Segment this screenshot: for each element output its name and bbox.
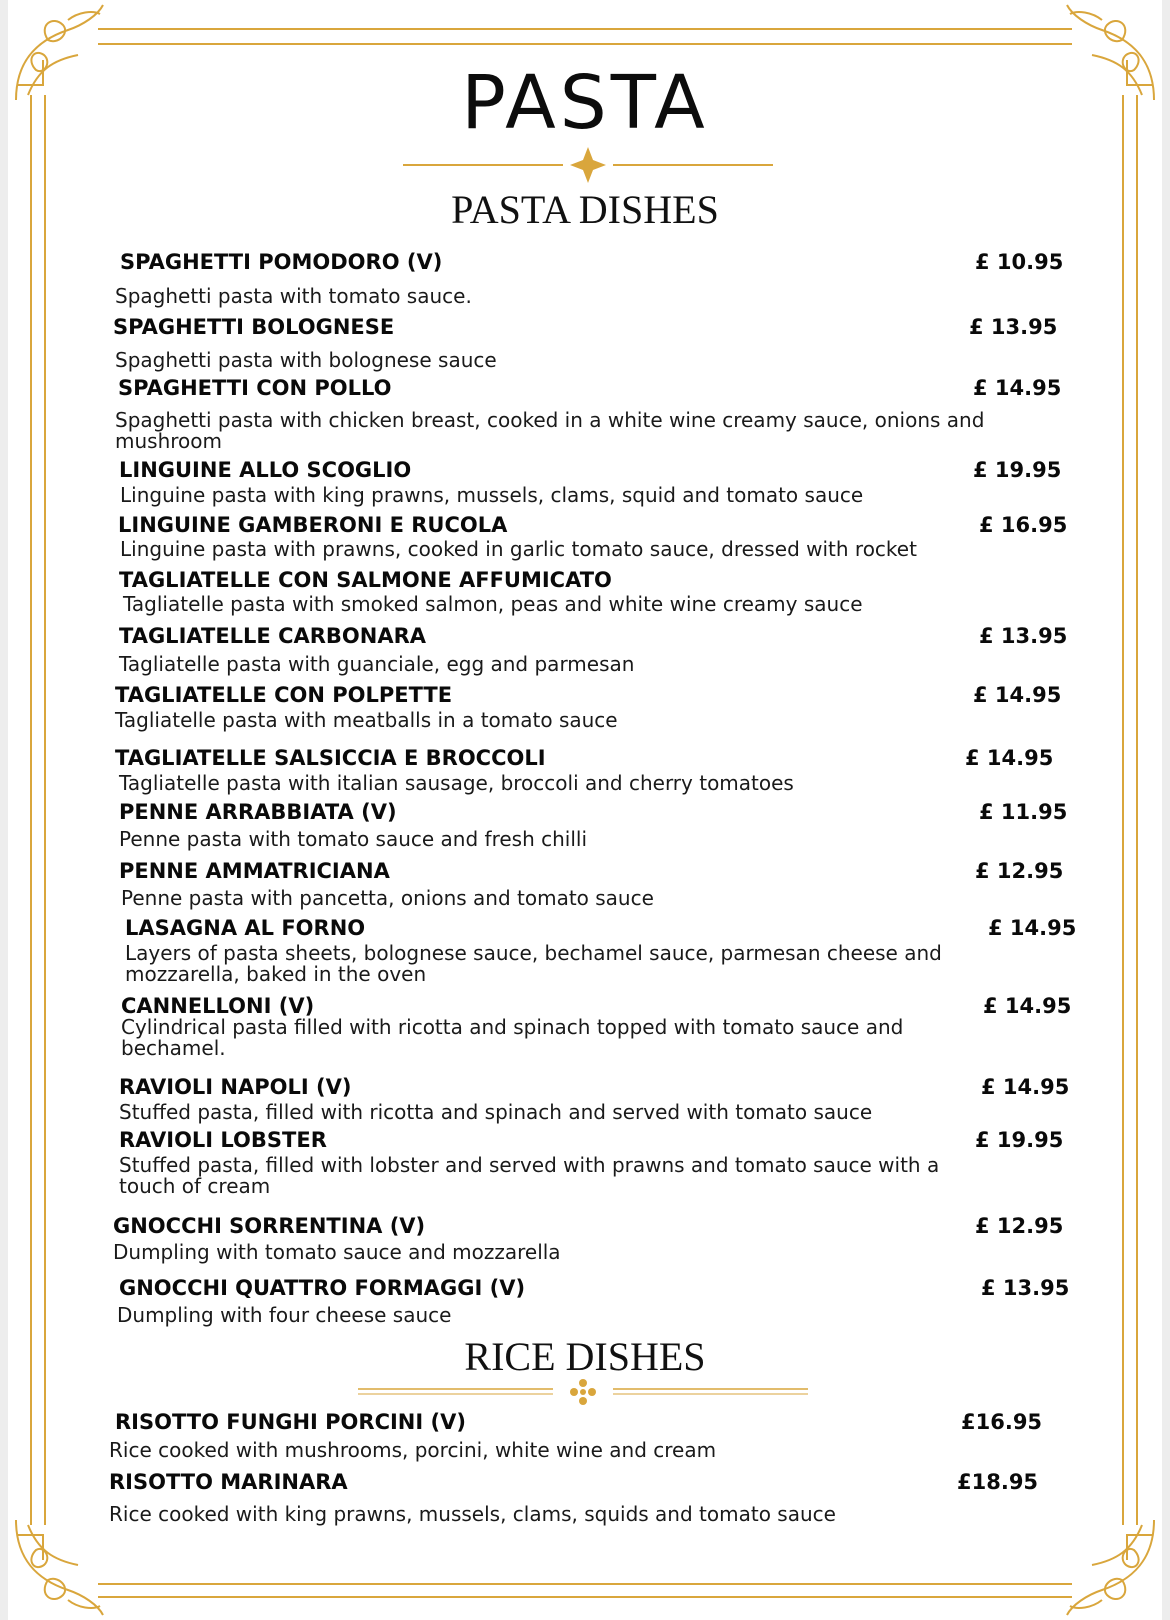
menu-page: [8, 0, 1162, 1620]
menu-item-name: TAGLIATELLE CARBONARA: [119, 624, 427, 648]
menu-item-price: £ 12.95: [975, 859, 1064, 883]
frame-right-line-outer: [1136, 95, 1138, 1525]
frame-left-line-outer: [30, 95, 32, 1525]
fleur-divider-icon: [358, 1377, 808, 1407]
menu-item-name: RISOTTO MARINARA: [109, 1470, 348, 1494]
menu-item-description: Tagliatelle pasta with meatballs in a tomato sauce: [115, 708, 618, 732]
frame-top-line-inner: [98, 43, 1072, 45]
menu-item-name: PENNE AMMATRICIANA: [119, 859, 390, 883]
menu-item-price: £ 14.95: [973, 376, 1062, 400]
frame-bottom-line-inner: [98, 1596, 1072, 1598]
menu-item-price: £ 19.95: [973, 458, 1062, 482]
menu-item-description: Tagliatelle pasta with italian sausage, broccoli and cherry tomatoes: [119, 771, 794, 795]
page-title: PASTA: [461, 60, 709, 146]
menu-item-price: £ 14.95: [981, 1075, 1070, 1099]
menu-item-description: Penne pasta with pancetta, onions and tomato sauce: [121, 886, 654, 910]
menu-item-name: RISOTTO FUNGHI PORCINI (V): [115, 1410, 466, 1434]
menu-item-description: Rice cooked with mushrooms, porcini, white wine and cream: [109, 1438, 717, 1462]
frame-bottom-line-outer: [98, 1583, 1072, 1585]
menu-item-price: £ 16.95: [979, 513, 1068, 537]
rice-section-heading: RICE DISHES: [464, 1334, 706, 1379]
menu-item-name: GNOCCHI SORRENTINA (V): [113, 1214, 426, 1238]
menu-item-price: £18.95: [957, 1470, 1039, 1494]
menu-item-name: GNOCCHI QUATTRO FORMAGGI (V): [119, 1276, 526, 1300]
menu-item-price: £ 13.95: [981, 1276, 1070, 1300]
menu-item-description: Spaghetti pasta with bolognese sauce: [115, 348, 497, 372]
menu-item-description: Dumpling with tomato sauce and mozzarella: [113, 1240, 561, 1264]
menu-item-description: Penne pasta with tomato sauce and fresh chilli: [119, 827, 588, 851]
menu-item-name: TAGLIATELLE CON SALMONE AFFUMICATO: [119, 568, 612, 592]
menu-item-price: £ 10.95: [975, 250, 1064, 274]
menu-item-price: £ 13.95: [979, 624, 1068, 648]
menu-item-price: £ 19.95: [975, 1128, 1064, 1152]
menu-item-description: Stuffed pasta, filled with lobster and served with prawns and tomato sauce with a touch of cream: [119, 1153, 940, 1198]
menu-item-description: Stuffed pasta, filled with ricotta and spinach and served with tomato sauce: [119, 1100, 873, 1124]
corner-ornament-bottom-left-icon: [8, 1510, 118, 1620]
menu-item-name: SPAGHETTI POMODORO (V): [120, 250, 443, 274]
menu-item-description: Tagliatelle pasta with guanciale, egg and parmesan: [119, 652, 635, 676]
menu-item-name: RAVIOLI LOBSTER: [119, 1128, 327, 1152]
menu-item-price: £ 14.95: [965, 746, 1054, 770]
menu-item-name: RAVIOLI NAPOLI (V): [119, 1075, 352, 1099]
menu-item-description: Dumpling with four cheese sauce: [117, 1303, 452, 1327]
menu-item-description: Linguine pasta with prawns, cooked in garlic tomato sauce, dressed with rocket: [120, 537, 917, 561]
menu-item-price: £ 14.95: [983, 994, 1072, 1018]
menu-item-description: Spaghetti pasta with tomato sauce.: [115, 284, 472, 308]
frame-top-line-outer: [98, 28, 1072, 30]
menu-item-price: £ 14.95: [988, 916, 1077, 940]
menu-item-description: Cylindrical pasta filled with ricotta and spinach topped with tomato sauce and bechamel.: [121, 1015, 904, 1060]
frame-right-line-inner: [1122, 95, 1124, 1525]
star-divider-icon: [403, 145, 773, 185]
menu-item-price: £ 14.95: [973, 683, 1062, 707]
menu-item-name: LINGUINE ALLO SCOGLIO: [119, 458, 412, 482]
menu-item-name: LASAGNA AL FORNO: [125, 916, 366, 940]
menu-item-price: £ 13.95: [969, 315, 1058, 339]
menu-item-name: TAGLIATELLE SALSICCIA E BROCCOLI: [115, 746, 546, 770]
menu-item-name: SPAGHETTI BOLOGNESE: [113, 315, 395, 339]
menu-item-price: £ 12.95: [975, 1214, 1064, 1238]
menu-item-name: TAGLIATELLE CON POLPETTE: [115, 683, 453, 707]
menu-item-description: Rice cooked with king prawns, mussels, clams, squids and tomato sauce: [109, 1502, 836, 1526]
pasta-section-heading: PASTA DISHES: [451, 187, 719, 232]
menu-item-description: Tagliatelle pasta with smoked salmon, peas and white wine creamy sauce: [123, 592, 863, 616]
menu-item-description: Linguine pasta with king prawns, mussels, clams, squid and tomato sauce: [120, 483, 864, 507]
menu-item-name: LINGUINE GAMBERONI E RUCOLA: [118, 513, 508, 537]
corner-ornament-bottom-right-icon: [1052, 1510, 1162, 1620]
menu-item-price: £16.95: [961, 1410, 1043, 1434]
menu-item-name: PENNE ARRABBIATA (V): [119, 800, 397, 824]
frame-left-line-inner: [44, 95, 46, 1525]
menu-item-description: Layers of pasta sheets, bolognese sauce, bechamel sauce, parmesan cheese and mozzarella, baked in the oven: [125, 941, 942, 986]
menu-item-price: £ 11.95: [979, 800, 1068, 824]
menu-item-name: CANNELLONI (V): [121, 994, 315, 1018]
menu-item-name: SPAGHETTI CON POLLO: [118, 376, 392, 400]
menu-item-description: Spaghetti pasta with chicken breast, cooked in a white wine creamy sauce, onions and mushroom: [115, 408, 985, 453]
